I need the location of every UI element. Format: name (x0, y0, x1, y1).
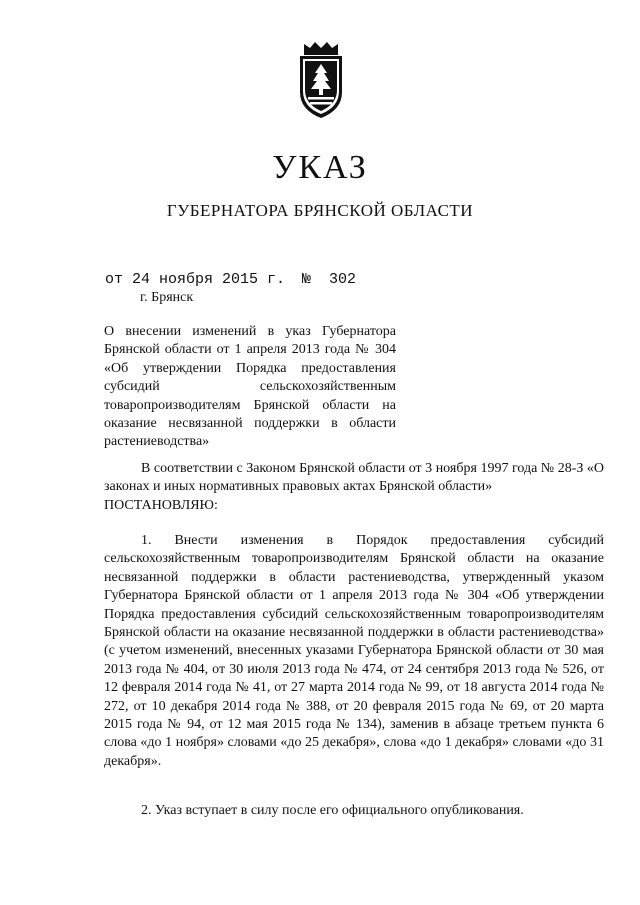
item-2 (104, 802, 604, 820)
item-1-text: 1. Внести изменения в Порядок предоставления субсидий сельскохозяйственным товаропроизводителям Брянской области на оказание несвязанной поддержки в области растениеводства, утвержденный указом Губернатора Брянской области от 1 апреля 2013 года № 304 «Об утверждении Порядка предоставления субсидий сельскохозяйственным товаропроизводителям Брянской области на оказание несвязанной поддержки в области растениеводства» (с учетом изменений, внесенных указами Губернатора Брянской области от 30 мая 2013 года № 404, от 30 июля 2013 года № 474, от 24 сентября 2013 года № 526, от 12 февраля 2014 года № 41, от 27 марта 2014 года № 99, от 18 августа 2014 года № 272, от 10 декабря 2014 года № 388, от 20 февраля 2015 года № 69, от 20 марта 2015 года № 94, от 12 мая 2015 года № 134), заменив в абзаце третьем пункта 6 слова «до 1 ноября» словами «до 25 декабря», слова «до 1 декабря» словами «до 31 декабря». (104, 533, 604, 769)
decree-date: от 24 ноября 2015 г. (105, 271, 286, 288)
coat-of-arms-icon (290, 40, 352, 120)
decree-city: г. Брянск (140, 290, 194, 305)
issuer-title: ГУБЕРНАТОРА БРЯНСКОЙ ОБЛАСТИ (166, 201, 474, 220)
decree-keyword: ПОСТАНОВЛЯЮ: (104, 497, 218, 513)
preamble-text: В соответствии с Законом Брянской области от 3 ноября 1997 года № 28-З «О законах и иных нормативных правовых актах Брянской области» (104, 461, 604, 495)
item-1 (104, 532, 604, 771)
preamble-block (104, 460, 604, 515)
decree-number: № 302 (302, 271, 357, 288)
document-title: УКАЗ (272, 149, 368, 186)
decree-subject: О внесении изменений в указ Губернатора Брянской области от 1 апреля 2013 года № 304 «Об утверждении Порядка предоставления субсидий сельскохозяйственным товаропроизводителям Брянской области на оказание несвязанной поддержки в области растениеводства» (104, 324, 396, 450)
item-2-text: 2. Указ вступает в силу после его официального опубликования. (141, 803, 524, 818)
